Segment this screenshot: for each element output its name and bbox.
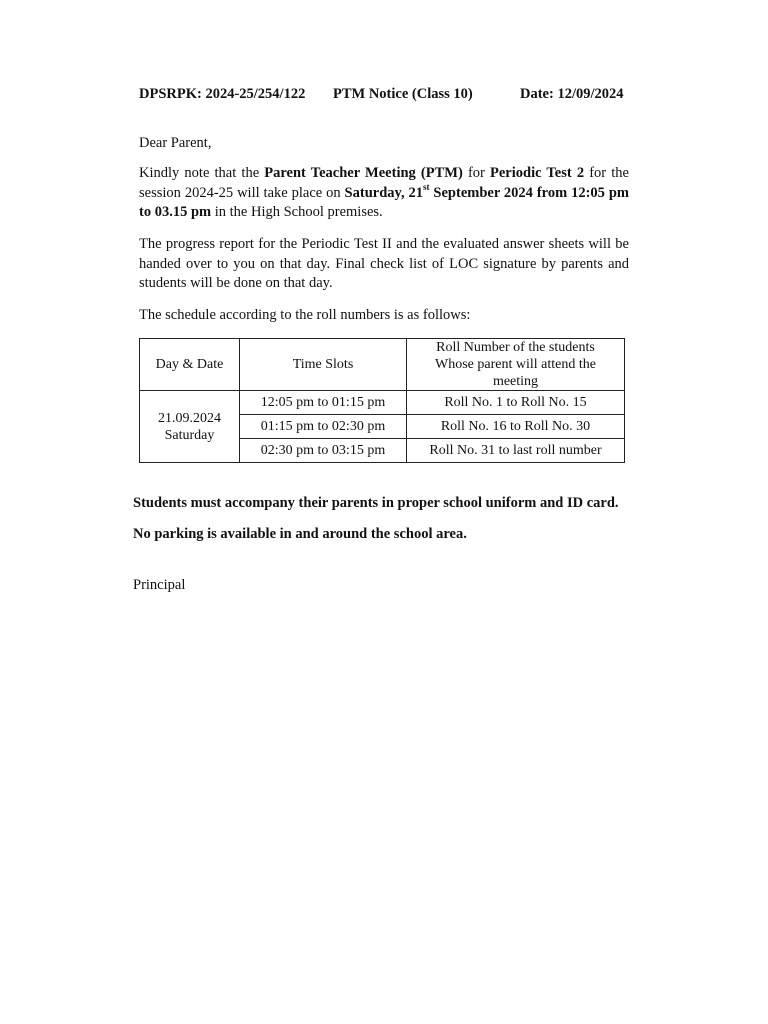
signature: Principal [133, 577, 186, 593]
table-row [140, 391, 625, 415]
header-day-date: Day & Date [140, 339, 240, 391]
day-date-cell: 21.09.2024 Saturday [140, 391, 240, 463]
time-slot-cell: 01:15 pm to 02:30 pm [240, 415, 407, 439]
schedule-intro: The schedule according to the roll numbers is as follows: [139, 307, 471, 323]
notice-date: Date: 12/09/2024 [520, 86, 624, 102]
notice-title: PTM Notice (Class 10) [333, 86, 473, 102]
progress-report-paragraph: The progress report for the Periodic Test II and the evaluated answer sheets will be handed over to you on that day. Final check list of LOC signature by parents and students will be done on that day. [139, 236, 629, 291]
header-time-slots: Time Slots [240, 339, 407, 391]
salutation: Dear Parent, [139, 135, 212, 151]
time-slot-cell: 02:30 pm to 03:15 pm [240, 439, 407, 463]
uniform-note: Students must accompany their parents in proper school uniform and ID card. [133, 495, 619, 511]
meeting-paragraph: Kindly note that the Parent Teacher Meeting (PTM) for Periodic Test 2 for the session 2024-25 will take place on Saturday, 21st September 2024 from 12:05 pm to 03.15 pm in the High School premises. [139, 165, 629, 220]
time-slot-cell: 12:05 pm to 01:15 pm [240, 391, 407, 415]
reference-number: DPSRPK: 2024-25/254/122 [139, 86, 306, 102]
parking-note: No parking is available in and around the school area. [133, 526, 467, 542]
table-header-row [140, 339, 625, 391]
roll-range-cell: Roll No. 16 to Roll No. 30 [407, 415, 625, 439]
schedule-table [139, 338, 625, 463]
roll-range-cell: Roll No. 1 to Roll No. 15 [407, 391, 625, 415]
roll-range-cell: Roll No. 31 to last roll number [407, 439, 625, 463]
header-roll-number: Roll Number of the students Whose parent will attend the meeting [407, 339, 625, 391]
